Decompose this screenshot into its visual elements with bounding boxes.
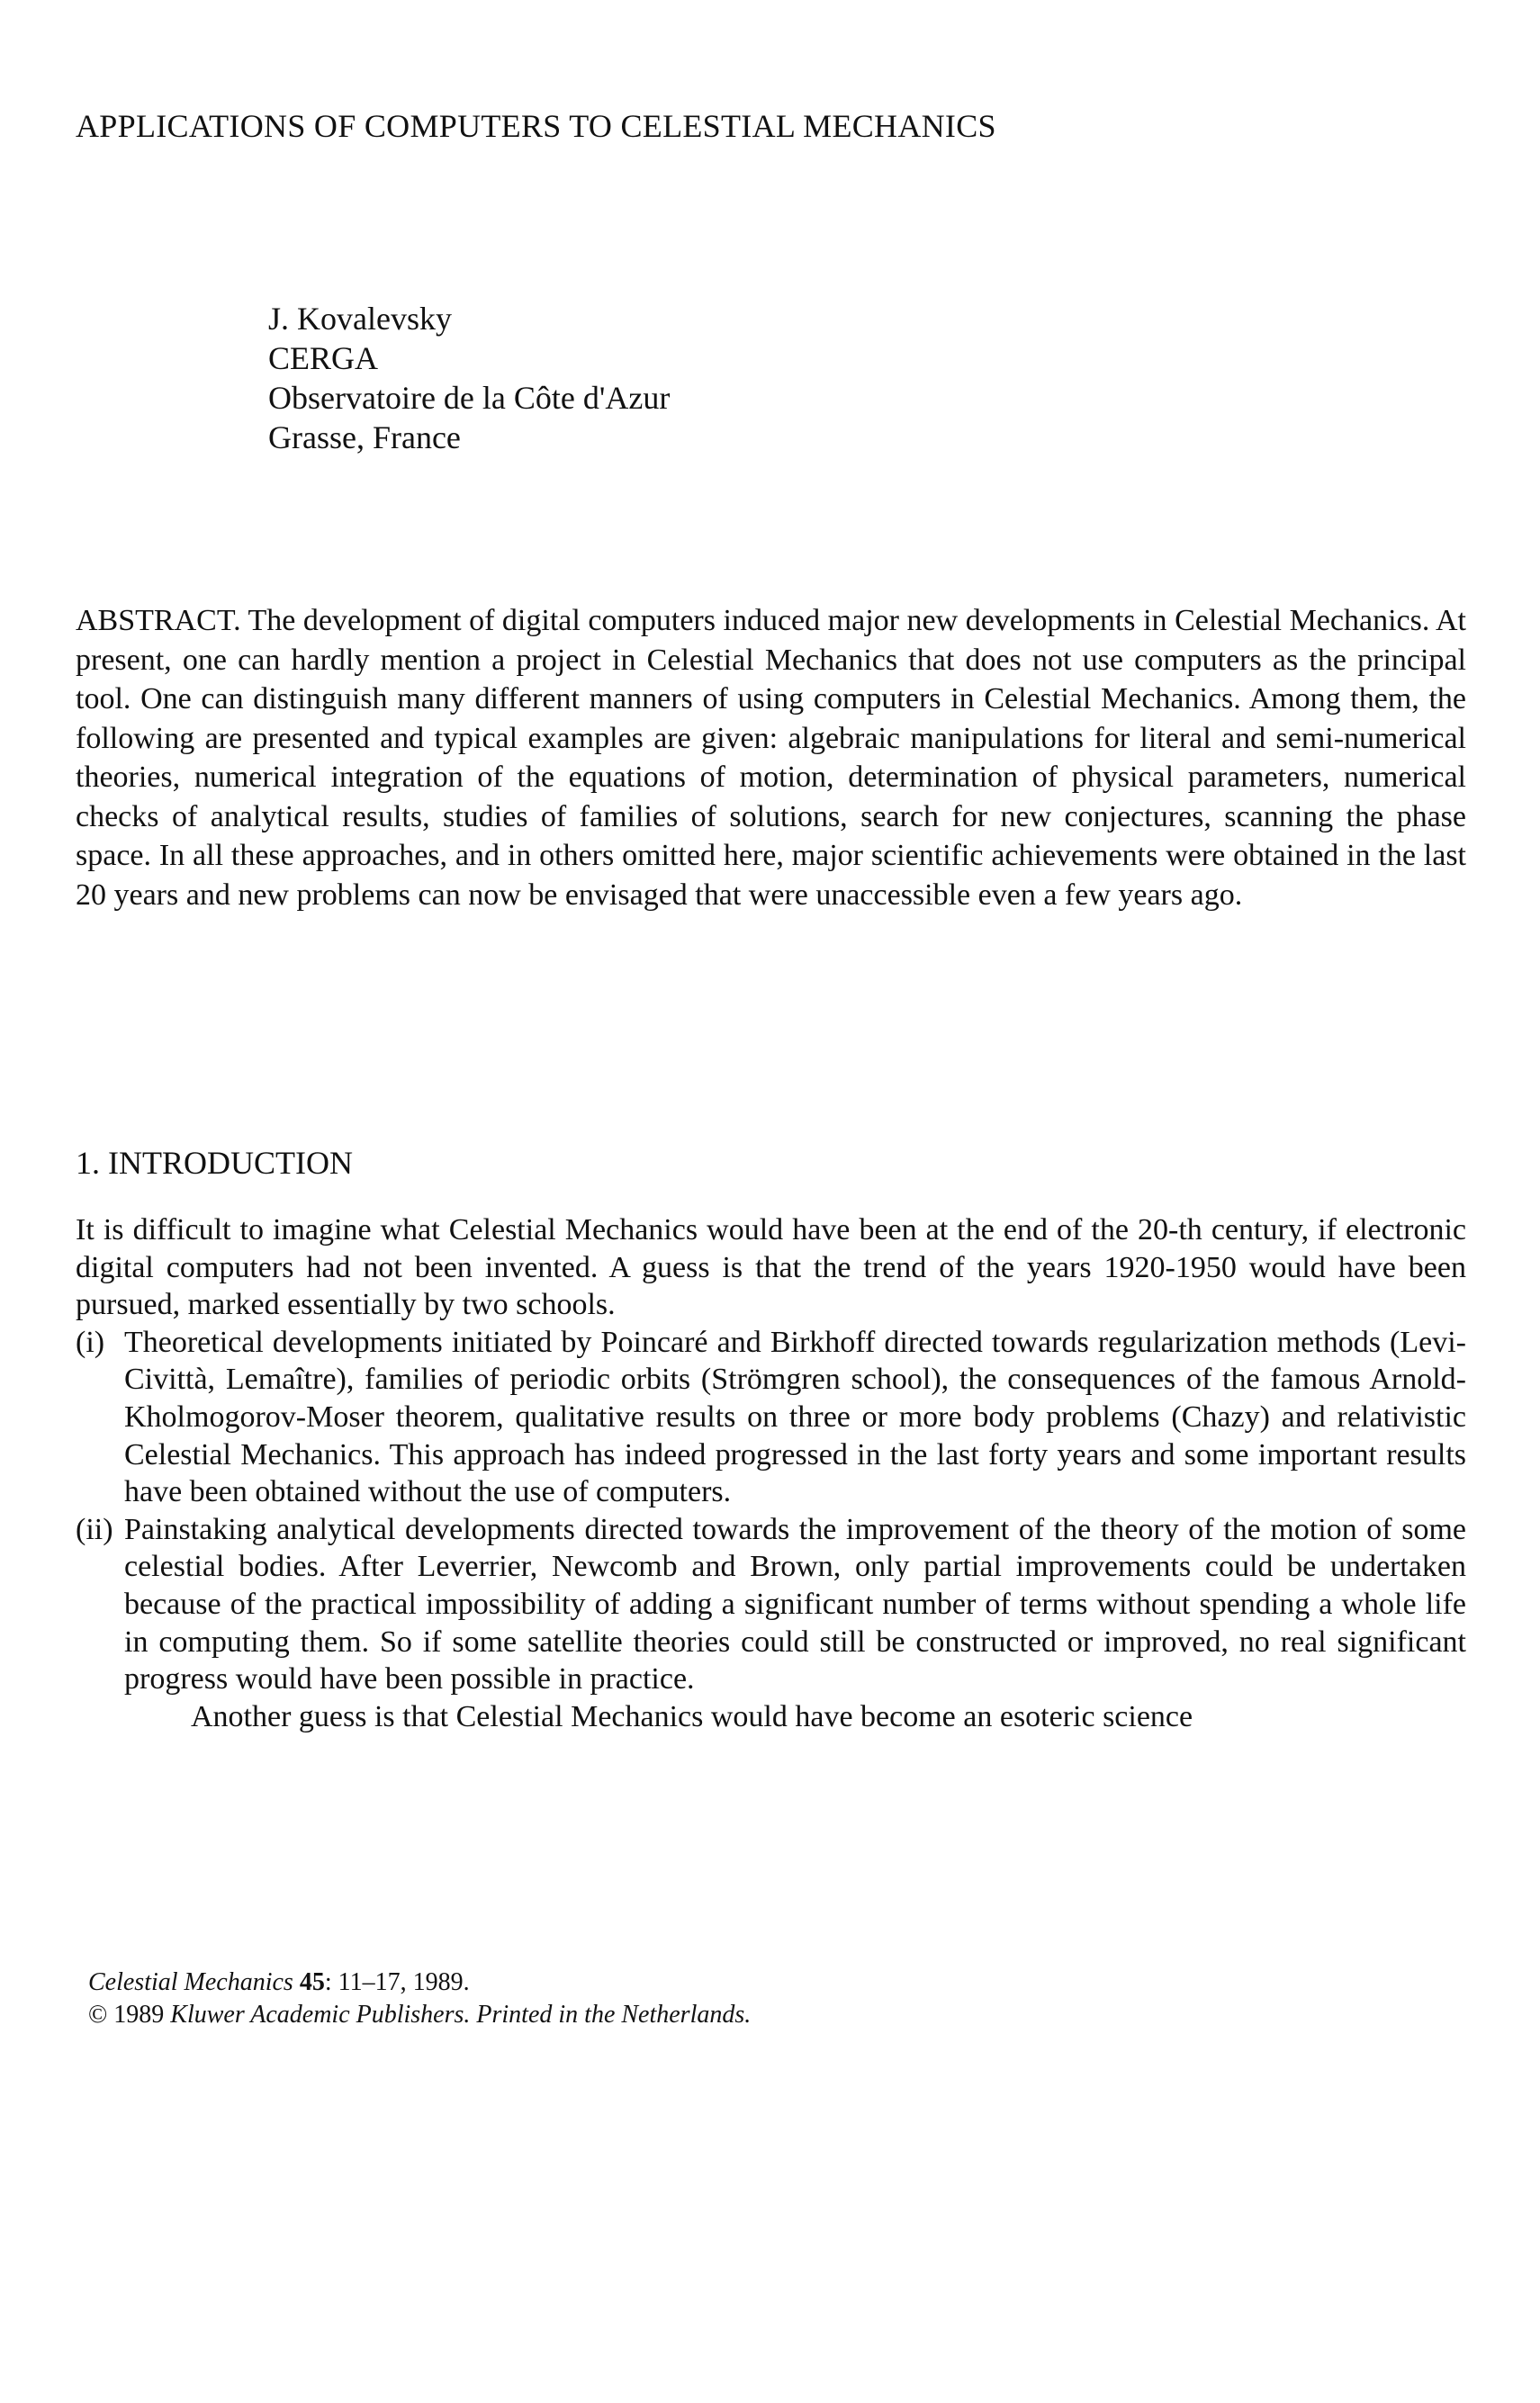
list-item-marker: (ii) [76, 1512, 113, 1546]
copyright-year: © 1989 [88, 2001, 165, 2029]
abstract-text: The development of digital computers induced major new developments in Celestial Mechanics. At present, one can hardly mention a project in Celestial Mechanics that does not use computers as the principal tool. One can distinguish many different manners of using computers in Celestial Mechanics. Among them, the following are presented and typical examples are given: algebraic manipulations for literal and semi-numerical theories, numerical integration of the equations of motion, determination of physical parameters, numerical checks of analytical results, studies of families of solutions, search for new conjectures, scanning the phase space. In all these approaches, and in others omitted here, major scientific achievements were obtained in the last 20 years and new problems can now be envisaged that were unaccessible even a few years ago. [76, 604, 1467, 912]
journal-name: Celestial Mechanics [88, 1968, 293, 1996]
list-item-text: Painstaking analytical developments directed towards the improvement of the theory of the motion of some celestial bodies. After Leverrier, Newcomb and Brown, only partial improvements could be undertaken because of the practical impossibility of adding a significant number of terms without spending a whole life in computing them. So if some satellite theories could still be constructed or improved, no real significant progress would have been possible in practice. [124, 1512, 1466, 1696]
abstract [76, 601, 1466, 914]
introduction-body [76, 1211, 1466, 1735]
paper-title: APPLICATIONS OF COMPUTERS TO CELESTIAL MECHANICS [76, 108, 996, 144]
list-item [76, 1324, 1466, 1511]
author-name: J. Kovalevsky [268, 301, 452, 337]
journal-pages-year: : 11–17, 1989. [324, 1968, 470, 1996]
author-institution: CERGA [268, 340, 379, 376]
author-location: Grasse, France [268, 419, 461, 455]
intro-paragraph-continued: Another guess is that Celestial Mechanics would have become an esoteric science [191, 1699, 1193, 1733]
list-item-text: Theoretical developments initiated by Poincaré and Birkhoff directed towards regularization methods (Levi-Civittà, Lemaître), families of periodic orbits (Strömgren school), the consequences of the famous Arnold-Kholmogorov-Moser theorem, qualitative results on three or more body problems (Chazy) and relativistic Celestial Mechanics. This approach has indeed progressed in the last forty years and some important results have been obtained without the use of computers. [124, 1325, 1466, 1509]
copyright-line [88, 1999, 1168, 2031]
list-item-marker: (i) [76, 1325, 105, 1359]
journal-citation [88, 1966, 1168, 1999]
author-block [268, 299, 1078, 457]
intro-paragraph: It is difficult to imagine what Celestial Mechanics would have been at the end of the 20-th century, if electronic digital computers had not been invented. A guess is that the trend of the years 1920-1950 would have been pursued, marked essentially by two schools. [76, 1213, 1466, 1322]
publisher-name: Kluwer Academic Publishers. Printed in the Netherlands. [170, 2001, 752, 2029]
section-heading-introduction: 1. INTRODUCTION [76, 1145, 353, 1181]
citation-footer [88, 1966, 1168, 2031]
journal-volume: 45 [299, 1968, 325, 1996]
list-item [76, 1511, 1466, 1698]
author-observatory: Observatoire de la Côte d'Azur [268, 380, 671, 416]
abstract-label: ABSTRACT. [76, 604, 241, 637]
